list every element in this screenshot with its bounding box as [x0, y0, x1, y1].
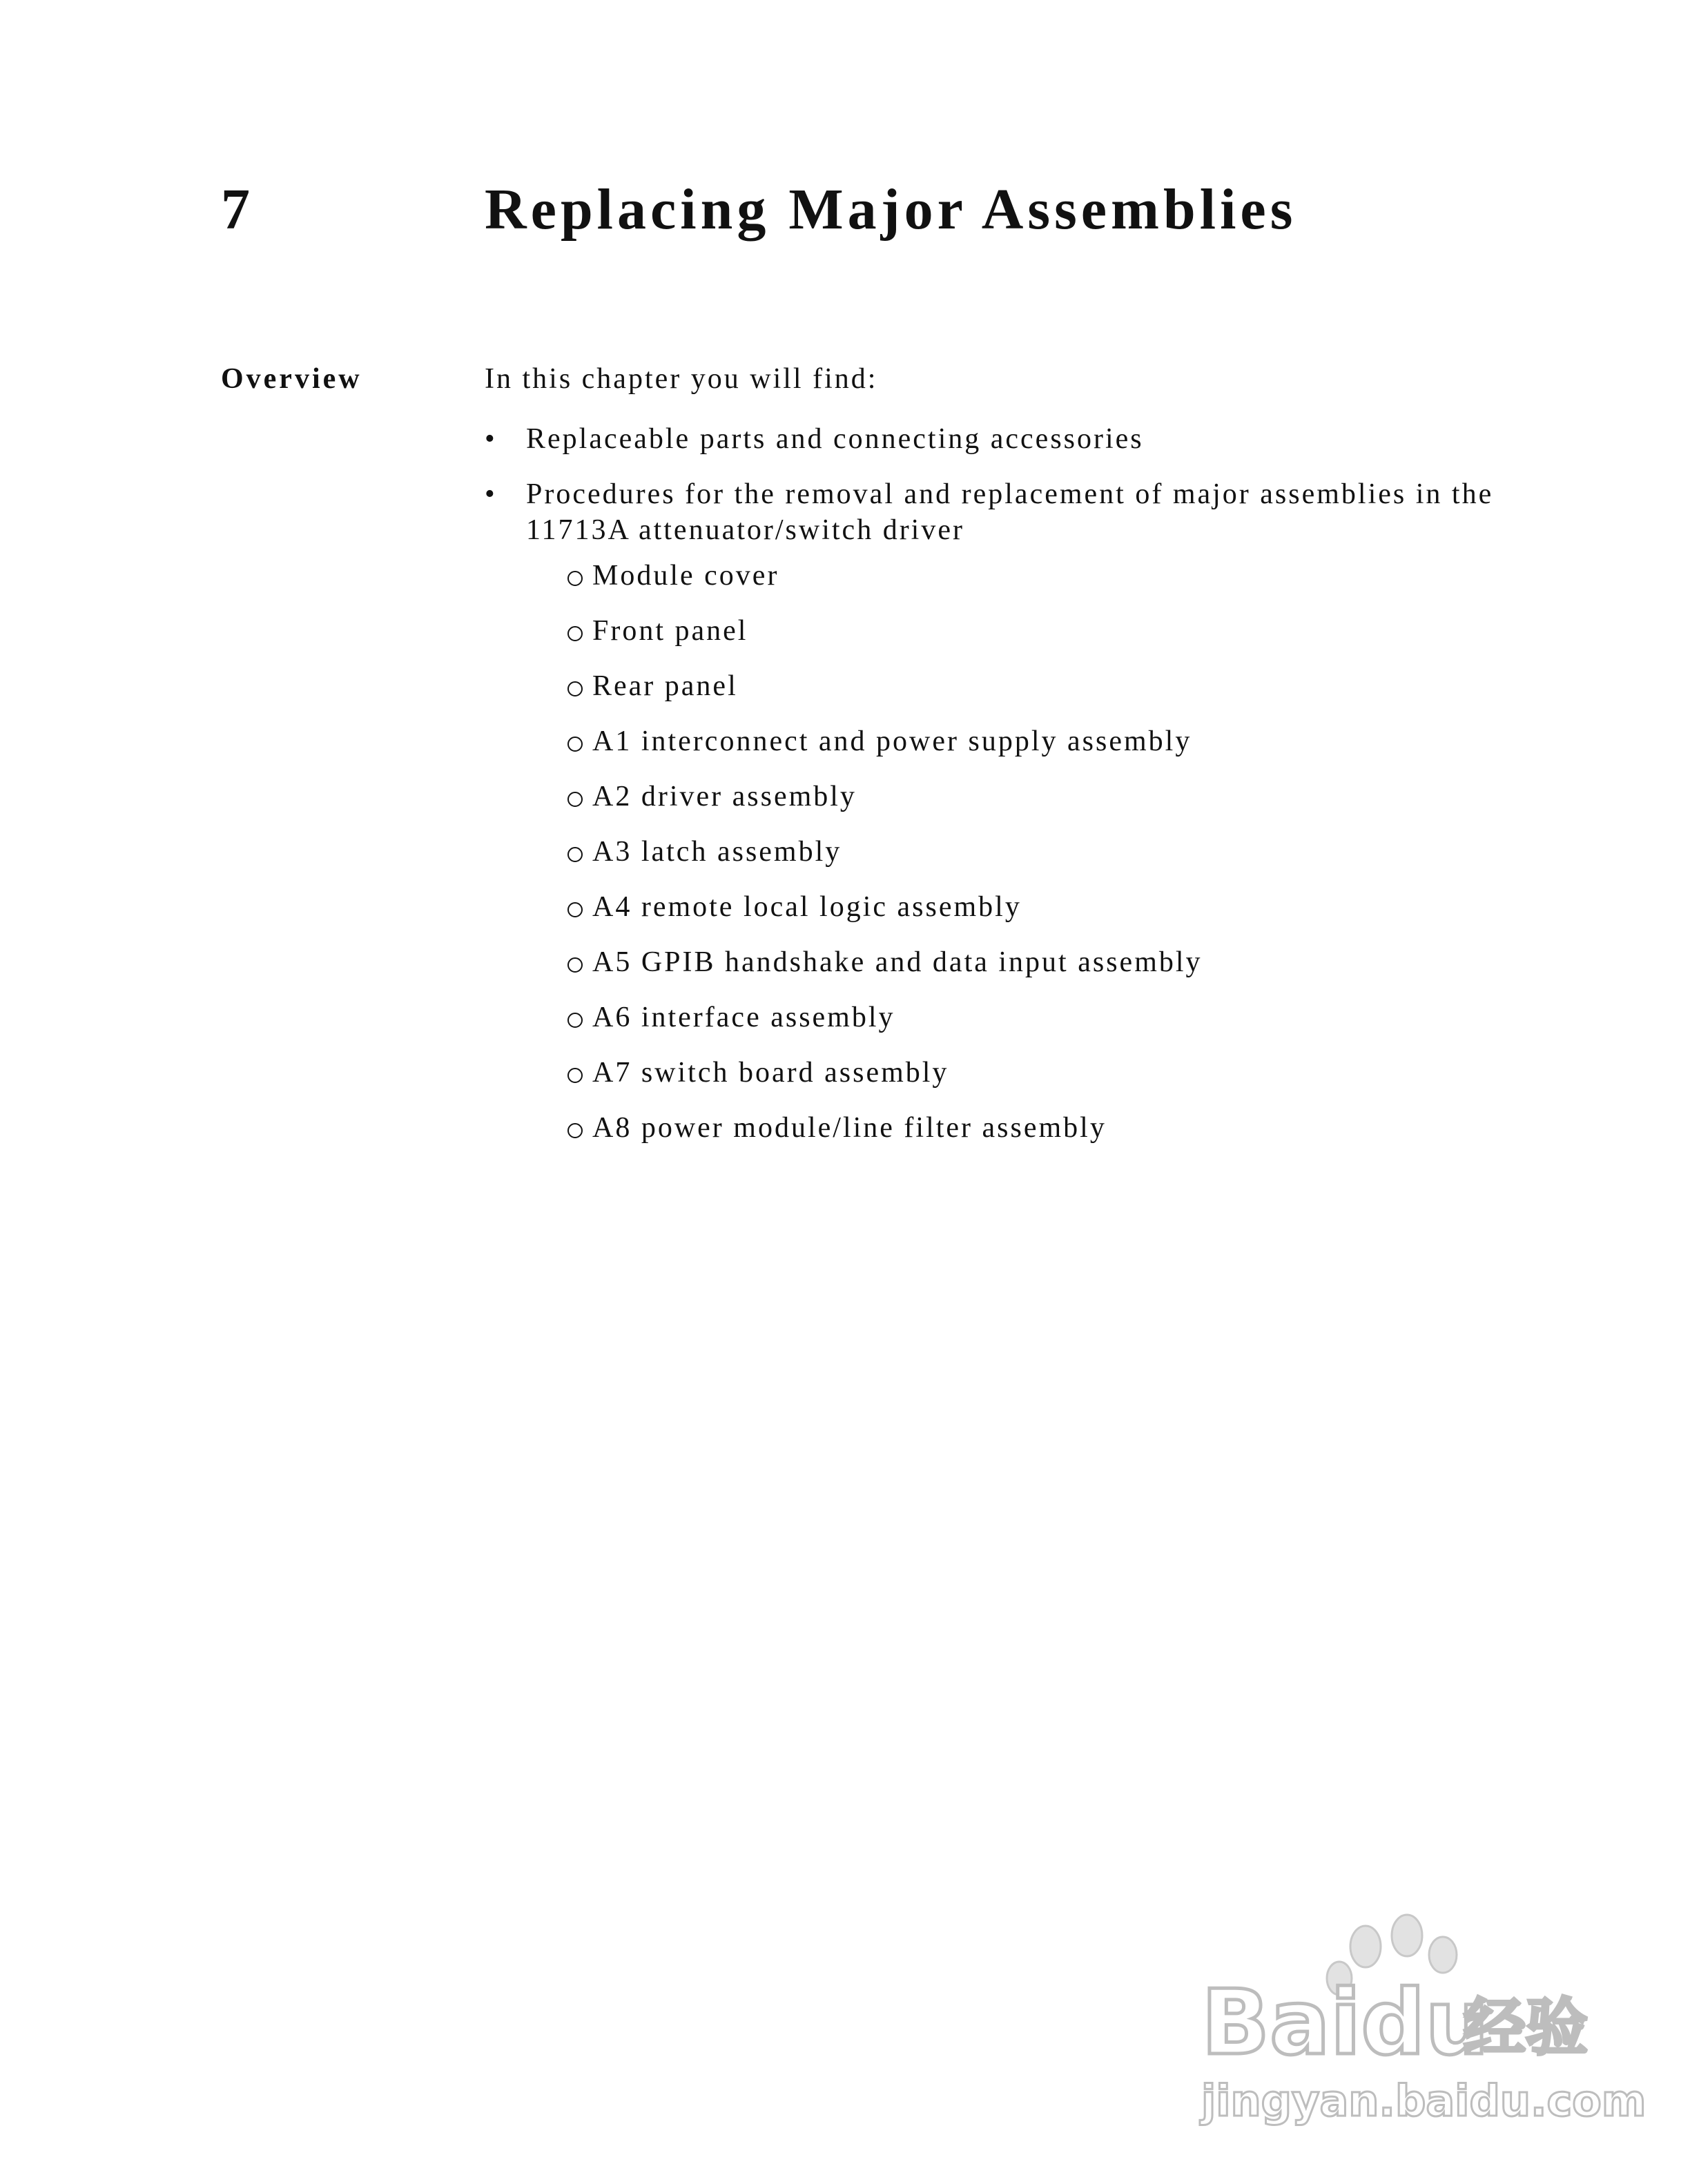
circle-bullet-icon [567, 681, 583, 696]
sub-item-text: A2 driver assembly [592, 781, 857, 812]
watermark-url-text: jingyan.baidu.com [1201, 2076, 1647, 2126]
sub-list-item [567, 834, 1506, 889]
bullet-list [485, 421, 1506, 1165]
sub-item-text: A4 remote local logic assembly [592, 891, 1022, 923]
circle-bullet-icon [567, 847, 583, 862]
circle-bullet-icon [567, 1068, 583, 1083]
bullet-item [485, 476, 1506, 1165]
sub-list-item [567, 668, 1506, 723]
sub-list-item [567, 723, 1506, 779]
sub-item-list [567, 558, 1506, 1165]
sub-item-text: A3 latch assembly [592, 836, 842, 868]
baidu-jingyan-watermark-logo [1187, 1905, 1647, 2133]
sub-item-text: A5 GPIB handshake and data input assembly [592, 946, 1203, 978]
sub-list-item [567, 779, 1506, 834]
sub-item-text: A8 power module/line filter assembly [592, 1112, 1107, 1144]
bullet-text: Replaceable parts and connecting accessories [526, 423, 1144, 455]
bullet-icon: • [485, 478, 497, 510]
watermark-suffix-text: 经验 [1464, 1991, 1588, 2064]
bullet-icon: • [485, 423, 497, 455]
section-content [485, 364, 1506, 1184]
sub-list-item [567, 944, 1506, 1000]
circle-bullet-icon [567, 902, 583, 917]
sub-list-item [567, 1110, 1506, 1165]
sub-item-text: Module cover [592, 560, 779, 592]
circle-bullet-icon [567, 1013, 583, 1028]
sub-item-text: A7 switch board assembly [592, 1057, 949, 1089]
bullet-text: Procedures for the removal and replacement of major assemblies in the 11713A attenuator/switch driver [526, 478, 1494, 546]
circle-bullet-icon [567, 737, 583, 752]
circle-bullet-icon [567, 792, 583, 807]
sub-list-item [567, 613, 1506, 668]
bullet-item [485, 421, 1506, 457]
section-label-overview: Overview [221, 363, 362, 395]
sub-list-item [567, 889, 1506, 944]
sub-item-text: A1 interconnect and power supply assembly [592, 725, 1192, 757]
chapter-number: 7 [221, 177, 250, 242]
sub-item-text: Front panel [592, 615, 748, 647]
circle-bullet-icon [567, 626, 583, 641]
sub-item-text: Rear panel [592, 670, 738, 702]
circle-bullet-icon [567, 571, 583, 586]
sub-list-item [567, 1000, 1506, 1055]
watermark-brand-text: Baidu [1201, 1970, 1489, 2075]
sub-item-text: A6 interface assembly [592, 1002, 895, 1033]
chapter-title: Replacing Major Assemblies [485, 177, 1297, 242]
sub-list-item [567, 1055, 1506, 1110]
circle-bullet-icon [567, 957, 583, 973]
circle-bullet-icon [567, 1123, 583, 1138]
sub-list-item [567, 558, 1506, 613]
intro-text: In this chapter you will find: [485, 363, 878, 395]
